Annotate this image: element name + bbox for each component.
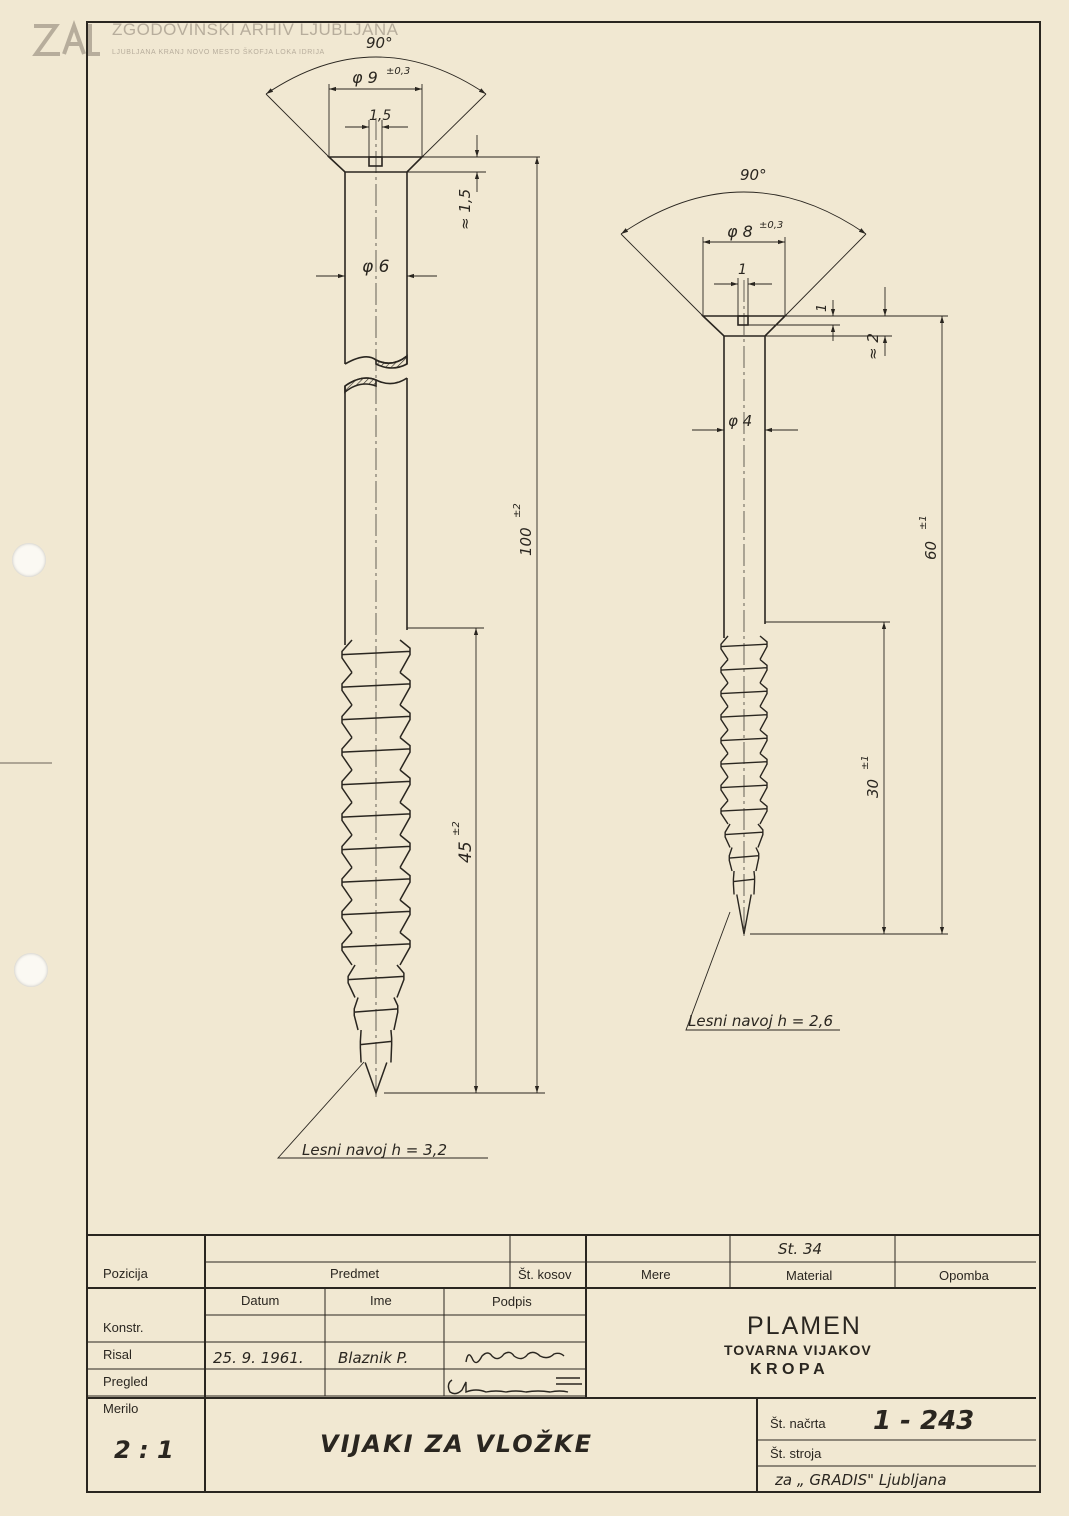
header-predmet: Predmet	[330, 1266, 380, 1281]
small-slot-depth-label: 1	[815, 303, 830, 312]
small-thread-length-tol: ±1	[860, 755, 871, 770]
large-slot-width-label: 1,5	[369, 108, 392, 124]
small-thread-length-label: 30	[864, 778, 882, 798]
small-thread-note: Lesni navoj h = 2,6	[688, 1012, 833, 1030]
row-risal: Risal	[103, 1347, 132, 1362]
risal-ime: Blaznik P.	[338, 1349, 409, 1367]
header-datum: Datum	[241, 1293, 280, 1308]
header-st-kosov: Št. kosov	[518, 1267, 572, 1282]
label-st-stroja: Št. stroja	[770, 1446, 822, 1461]
archive-title: ZGODOVINSKI ARHIV LJUBLJANA	[112, 20, 399, 39]
small-head-angle-label: 90°	[740, 166, 767, 184]
large-head-height-label: ≈ 1,5	[456, 188, 474, 230]
small-shank-diameter-label: φ 4	[728, 412, 753, 430]
company-line2: TOVARNA VIJAKOV	[724, 1342, 872, 1358]
large-shank-diameter-label: φ 6	[362, 257, 390, 277]
small-total-length-tol: ±1	[918, 515, 929, 530]
signature-pregled	[448, 1378, 582, 1394]
screw-large-labels	[302, 34, 535, 1159]
archive-subtitle: LJUBLJANA KRANJ NOVO MESTO ŠKOFJA LOKA IDRIJA	[112, 49, 325, 56]
screw-small-labels	[688, 166, 940, 1030]
small-head-height-label: ≈ 2	[864, 333, 882, 360]
large-head-diameter-tol: ±0,3	[386, 66, 411, 77]
large-head-angle-label: 90°	[366, 34, 393, 52]
row-pregled: Pregled	[103, 1374, 148, 1389]
drawing-title: VIJAKI ZA VLOŽKE	[320, 1430, 594, 1458]
header-pozicija: Pozicija	[103, 1266, 148, 1281]
small-total-length-label: 60	[922, 540, 940, 560]
large-total-length-label: 100	[517, 527, 535, 556]
label-merilo: Merilo	[103, 1401, 139, 1416]
za-note: za „ GRADIS" Ljubljana	[775, 1471, 947, 1489]
small-head-diameter-tol: ±0,3	[759, 220, 784, 231]
large-thread-length-label: 45	[456, 841, 476, 863]
header-material: Material	[786, 1268, 833, 1283]
risal-datum: 25. 9. 1961.	[213, 1349, 304, 1367]
header-opomba: Opomba	[939, 1268, 989, 1283]
company-line3: K R O P A	[750, 1361, 825, 1378]
st-nacrta-value: 1 - 243	[873, 1406, 975, 1436]
merilo-value: 2 : 1	[114, 1436, 174, 1464]
small-head-diameter-label: φ 8	[727, 222, 753, 241]
material-value: St. 34	[778, 1240, 823, 1258]
screw-small	[703, 280, 785, 938]
label-st-nacrta: Št. načrta	[770, 1416, 826, 1431]
row-konstr: Konstr.	[103, 1320, 144, 1335]
screw-large-dimensions	[266, 57, 545, 1158]
header-mere: Mere	[641, 1267, 671, 1282]
header-podpis: Podpis	[492, 1294, 532, 1309]
screw-small-dimensions	[621, 192, 948, 1030]
large-total-length-tol: ±2	[512, 503, 523, 518]
large-head-diameter-label: φ 9	[352, 68, 378, 87]
large-thread-length-tol: ±2	[451, 821, 462, 836]
header-ime: Ime	[370, 1293, 392, 1308]
large-thread-note: Lesni navoj h = 3,2	[302, 1141, 447, 1159]
signature-risal	[466, 1352, 564, 1362]
small-slot-width-label: 1	[738, 262, 747, 278]
company-name: PLAMEN	[747, 1312, 862, 1340]
